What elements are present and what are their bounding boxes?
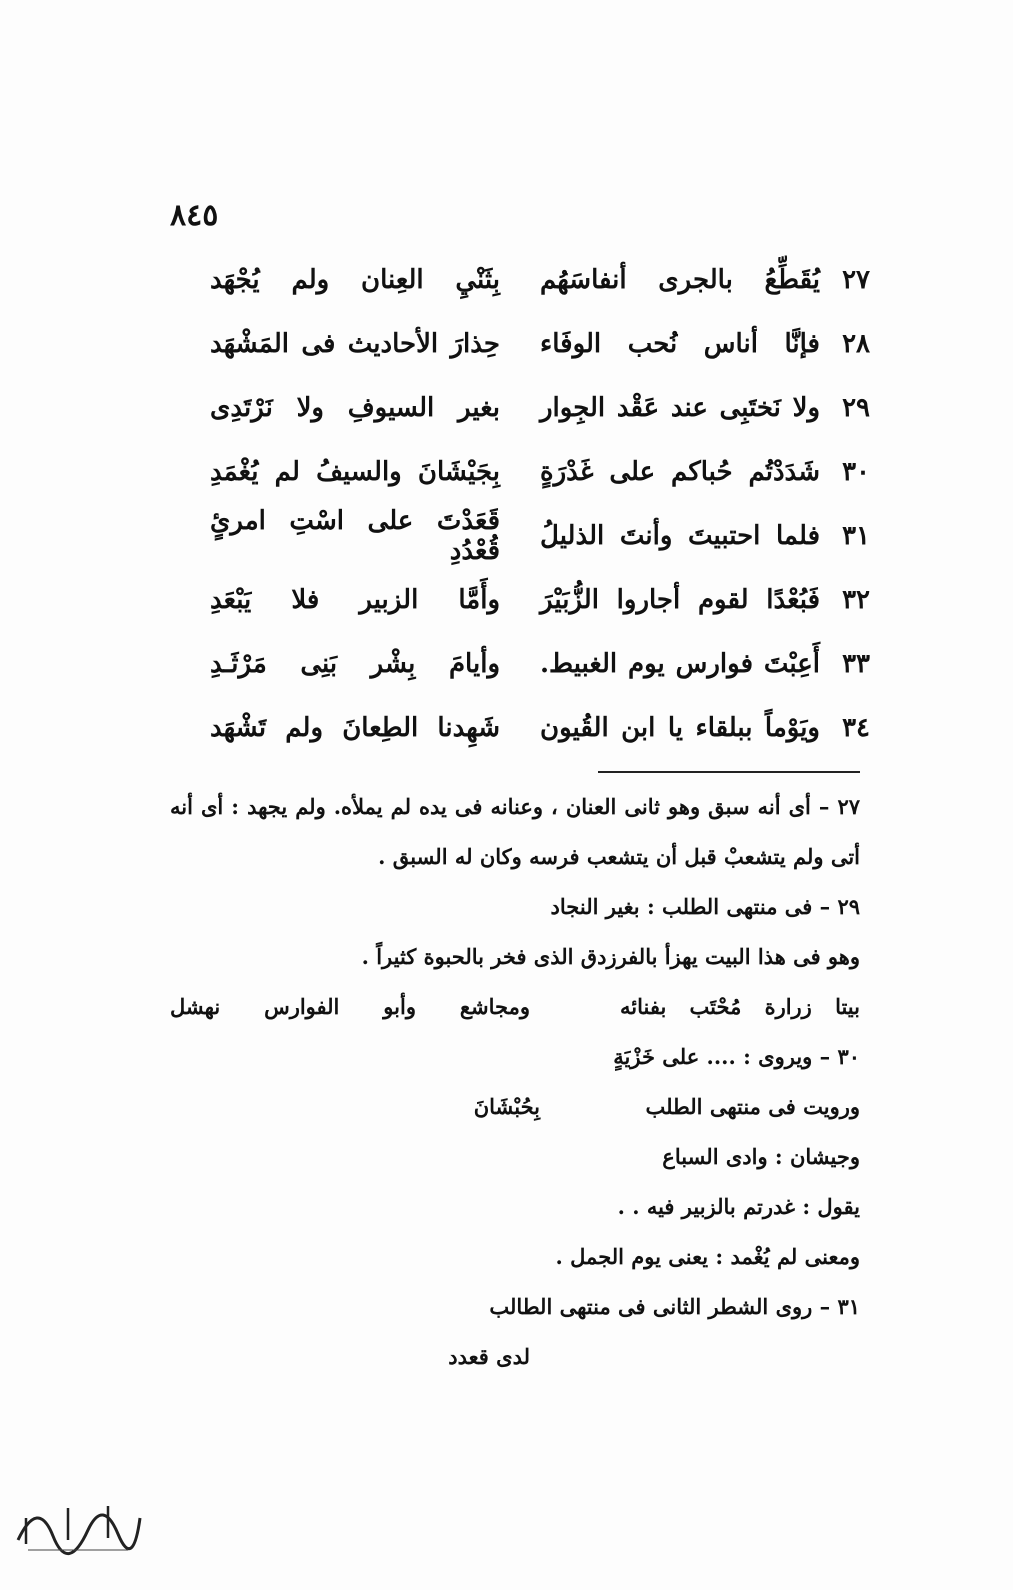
verse-line	[210, 504, 870, 568]
footnote-line: ٣٠ – ويروى : .... على خَزْيَةٍ	[613, 1044, 860, 1069]
verse-first-hemistich: فلما احتبيتَ وأنتَ الذليلُ	[540, 521, 820, 551]
verse-number: ٣٢	[842, 585, 870, 615]
footnote-line: ٢٧ – أى أنه سبق وهو ثانى العنان ، وعنانه فى يده لم يملأه. ولم يجهد : أى أنه	[170, 794, 860, 819]
poem-verses	[210, 248, 870, 760]
verse-first-hemistich: فَبُعْدًا لقوم أجاروا الزُّبَيْرَ	[540, 585, 820, 615]
footnote-line: يقول : غدرتم بالزبير فيه . .	[617, 1194, 860, 1219]
quoted-verse-second: ومجاشع وأبو الفوارس نهشل	[170, 994, 530, 1019]
verse-second-hemistich: بِثَنْيِ العِنان ولم يُجْهَد	[210, 265, 500, 295]
footnote-line: ٣١ – روى الشطر الثانى فى منتهى الطالب	[489, 1294, 860, 1319]
verse-second-hemistich: شَهِدنا الطِعانَ ولم تَشْهَد	[210, 713, 500, 743]
verse-line	[210, 568, 870, 632]
verse-second-hemistich: وأيامَ بِشْر بَنِى مَرْثَـدِ	[210, 649, 500, 679]
variant-reading: بِحُبْشَانَ	[473, 1094, 540, 1119]
verse-number: ٣١	[842, 521, 870, 551]
footnote-line: أتى ولم يتشعبْ قبل أن يتشعب فرسه وكان له السبق .	[378, 844, 860, 869]
verse-first-hemistich: ويَوْماً ببلقاء يا ابن القُيون	[540, 713, 820, 743]
library-seal-logo	[8, 1478, 148, 1558]
verse-first-hemistich: يُقَطِّعُ بالجرى أنفاسَهُم	[540, 265, 820, 295]
quoted-verse-first: بيتا زرارة مُحْتَب بفنائه	[620, 994, 860, 1019]
verse-line	[210, 376, 870, 440]
verse-number: ٢٩	[842, 393, 870, 423]
footnote-line: وهو فى هذا البيت يهزأ بالفرزدق الذى فخر بالحبوة كثيراً .	[361, 944, 860, 969]
verse-line	[210, 696, 870, 760]
verse-first-hemistich: فإنَّا أناس نُحب الوفَاء	[540, 329, 820, 359]
verse-number: ٣٣	[842, 649, 870, 679]
verse-first-hemistich: ولا نَختَبِى عند عَقْد الجِوار	[540, 393, 820, 423]
verse-line	[210, 312, 870, 376]
verse-number: ٣٤	[842, 713, 870, 743]
verse-first-hemistich: أَعِبْتَ فوارس يوم الغبيط.	[540, 649, 820, 679]
verse-line	[210, 248, 870, 312]
verse-number: ٢٧	[842, 265, 870, 295]
verse-second-hemistich: بِجَيْشَانَ والسيفُ لم يُغْمَدِ	[210, 457, 500, 487]
verse-number: ٣٠	[842, 457, 870, 487]
seal-calligraphy-stroke	[26, 1506, 108, 1544]
verse-line	[210, 632, 870, 696]
footnote-divider	[598, 771, 860, 773]
footnote-line: ومعنى لم يُغْمد : يعنى يوم الجمل .	[555, 1244, 860, 1269]
seal-calligraphy-stroke	[18, 1515, 140, 1554]
footnote-quoted-verse	[170, 982, 860, 1032]
verse-first-hemistich: شَدَدْتُم حُباكم على غَدْرَةٍ	[540, 457, 820, 487]
verse-second-hemistich: بغير السيوفِ ولا نَرْتَدِى	[210, 393, 500, 423]
variant-source: ورويت فى منتهى الطلب	[645, 1094, 860, 1119]
verse-second-hemistich: قَعَدْتَ على اسْتِ امرئٍ قُعْدُدِ	[210, 506, 500, 566]
footnote-line: لدى قعدد	[448, 1344, 530, 1369]
verse-number: ٢٨	[842, 329, 870, 359]
footnotes	[170, 782, 860, 1382]
verse-second-hemistich: حِذارَ الأحاديث فى المَشْهَد	[210, 329, 500, 359]
footnote-line: وجيشان : وادى السباع	[662, 1144, 860, 1169]
verse-line	[210, 440, 870, 504]
footnote-variant	[170, 1082, 860, 1132]
verse-second-hemistich: وأَمَّا الزبير فلا يَبْعَدِ	[210, 585, 500, 615]
footnote-line: ٢٩ – فى منتهى الطلب : بغير النجاد	[550, 894, 860, 919]
page-number: ٨٤٥	[170, 198, 219, 233]
